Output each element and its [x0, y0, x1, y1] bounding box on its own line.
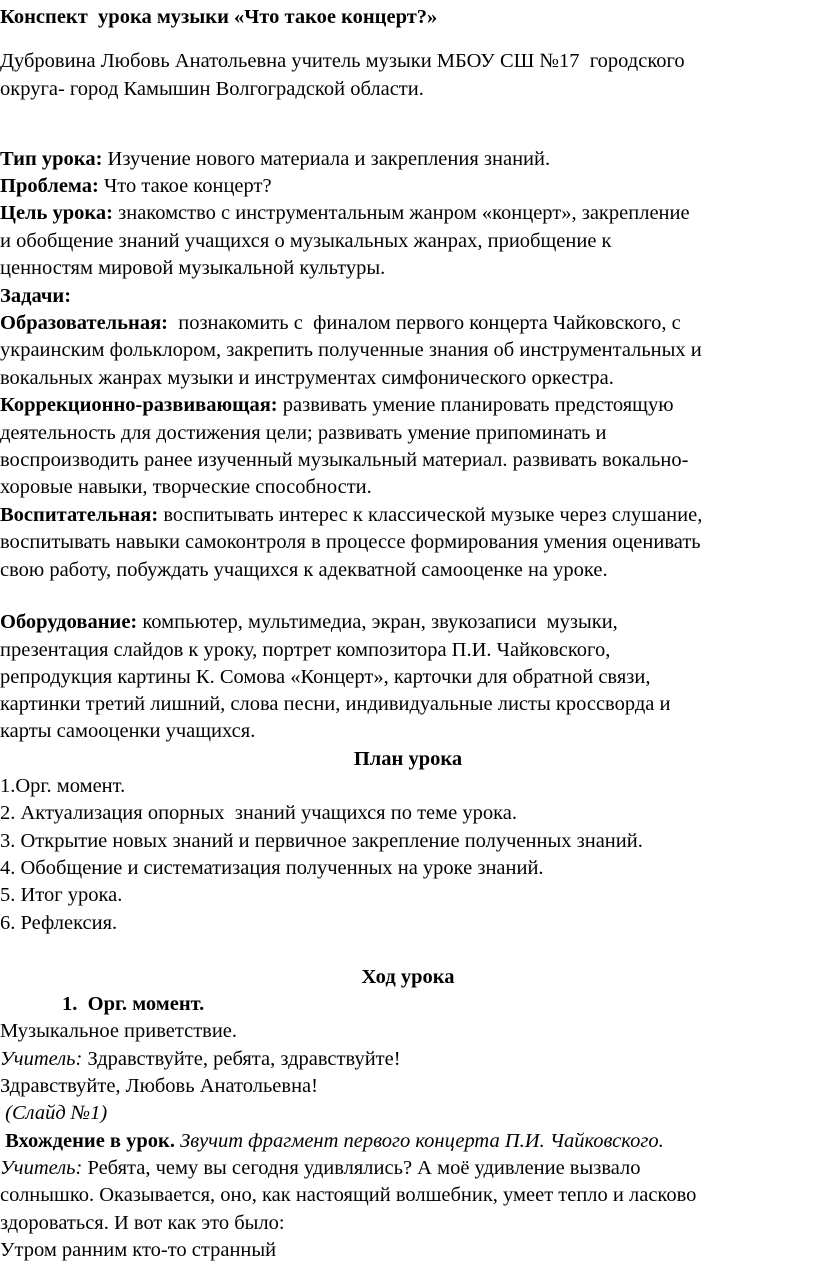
entry-label: Вхождение в урок.: [0, 1130, 175, 1152]
goal-line-1: [0, 200, 690, 226]
equipment-line-2: презентация слайдов к уроку, портрет композитора П.И. Чайковского,: [0, 639, 611, 661]
equipment-label: Оборудование:: [0, 611, 138, 633]
lesson-type-text: Изучение нового материала и закрепления знаний.: [102, 148, 551, 170]
correctional-line-3: воспроизводить ранее изученный музыкальный материал. развивать вокально-: [0, 449, 689, 471]
goal-label: Цель урока:: [0, 202, 113, 224]
upbringing-line-3: свою работу, побуждать учащихся к адекватной самооценке на уроке.: [0, 559, 608, 581]
plan-item: 2. Актуализация опорных знаний учащихся по теме урока.: [0, 802, 517, 824]
upbringing-line-2: воспитывать навыки самоконтроля в процессе формирования умения оценивать: [0, 531, 701, 553]
upbringing-line-1: [0, 502, 702, 528]
entry-line: [0, 1128, 664, 1154]
educational-line-1: [0, 310, 681, 336]
upbringing-label: Воспитательная:: [0, 504, 159, 526]
teacher-speech-1: Ребята, чему вы сегодня удивлялись? А моё удивление вызвало: [82, 1157, 641, 1179]
educational-label: Образовательная:: [0, 312, 168, 334]
plan-item: 5. Итог урока.: [0, 884, 123, 906]
correctional-text-1: развивать умение планировать предстоящую: [277, 394, 674, 416]
plan-item: 3. Открытие новых знаний и первичное закрепление полученных знаний.: [0, 830, 643, 852]
equipment-line-4: картинки третий лишний, слова песни, индивидуальные листы кроссворда и: [0, 693, 671, 715]
educational-line-3: вокальных жанрах музыки и инструментах симфонического оркестра.: [0, 367, 614, 389]
lesson-type-label: Тип урока:: [0, 148, 103, 170]
musical-greeting: Музыкальное приветствие.: [0, 1020, 238, 1042]
teacher-speech-line-1: [0, 1155, 641, 1181]
entry-text: Звучит фрагмент первого концерта П.И. Чайковского.: [174, 1130, 664, 1152]
plan-item: 4. Обобщение и систематизация полученных на уроке знаний.: [0, 857, 544, 879]
teacher-greeting-line: [0, 1046, 401, 1072]
equipment-line-3: репродукция картины К. Сомова «Концерт», карточки для обратной связи,: [0, 666, 651, 688]
pupils-reply: Здравствуйте, Любовь Анатольевна!: [0, 1075, 318, 1097]
problem-text: Что такое концерт?: [98, 175, 272, 197]
teacher-speech-line-2: солнышко. Оказывается, оно, как настоящий волшебник, умеет тепло и ласково: [0, 1184, 697, 1206]
author-line-1: Дубровина Любовь Анатольевна учитель музыки МБОУ СШ №17 городского: [0, 50, 685, 72]
correctional-line-2: деятельность для достижения цели; развивать умение припоминать и: [0, 422, 607, 444]
course-heading: Ход урока: [361, 966, 455, 988]
goal-text-1: знакомство с инструментальным жанром «концерт», закрепление: [113, 202, 690, 224]
teacher-label-2: Учитель:: [0, 1157, 83, 1179]
teacher-greeting: Здравствуйте, ребята, здравствуйте!: [82, 1048, 401, 1070]
plan-heading: План урока: [353, 748, 463, 770]
equipment-line-1: [0, 609, 618, 635]
lesson-type: [0, 146, 550, 172]
goal-line-2: и обобщение знаний учащихся о музыкальных жанрах, приобщение к: [0, 230, 612, 252]
slide-note: (Слайд №1): [0, 1102, 108, 1124]
correctional-line-4: хоровые навыки, творческие способности.: [0, 476, 372, 498]
author-line-2: округа- город Камышин Волгоградской области.: [0, 78, 424, 100]
correctional-line-1: [0, 392, 674, 418]
teacher-label: Учитель:: [0, 1048, 83, 1070]
tasks-heading: Задачи:: [0, 285, 72, 307]
teacher-speech-line-3: здороваться. И вот как это было:: [0, 1212, 285, 1234]
equipment-line-5: карты самооценки учащихся.: [0, 720, 256, 742]
poem-line: Утром ранним кто-то странный: [0, 1239, 277, 1261]
equipment-text-1: компьютер, мультимедиа, экран, звукозаписи музыки,: [137, 611, 618, 633]
problem: [0, 173, 272, 199]
correctional-label: Коррекционно-развивающая:: [0, 394, 278, 416]
educational-line-2: украинским фольклором, закрепить полученные знания об инструментальных и: [0, 339, 702, 361]
goal-line-3: ценностям мировой музыкальной культуры.: [0, 257, 386, 279]
plan-item: 1.Орг. момент.: [0, 775, 126, 797]
plan-item: 6. Рефлексия.: [0, 912, 118, 934]
problem-label: Проблема:: [0, 175, 99, 197]
document-title: Конспект урока музыки «Что такое концерт?»: [0, 6, 438, 28]
educational-text-1: познакомить с финалом первого концерта Чайковского, с: [167, 312, 681, 334]
upbringing-text-1: воспитывать интерес к классической музыке через слушание,: [158, 504, 703, 526]
course-item-1: 1. Орг. момент.: [62, 993, 205, 1015]
